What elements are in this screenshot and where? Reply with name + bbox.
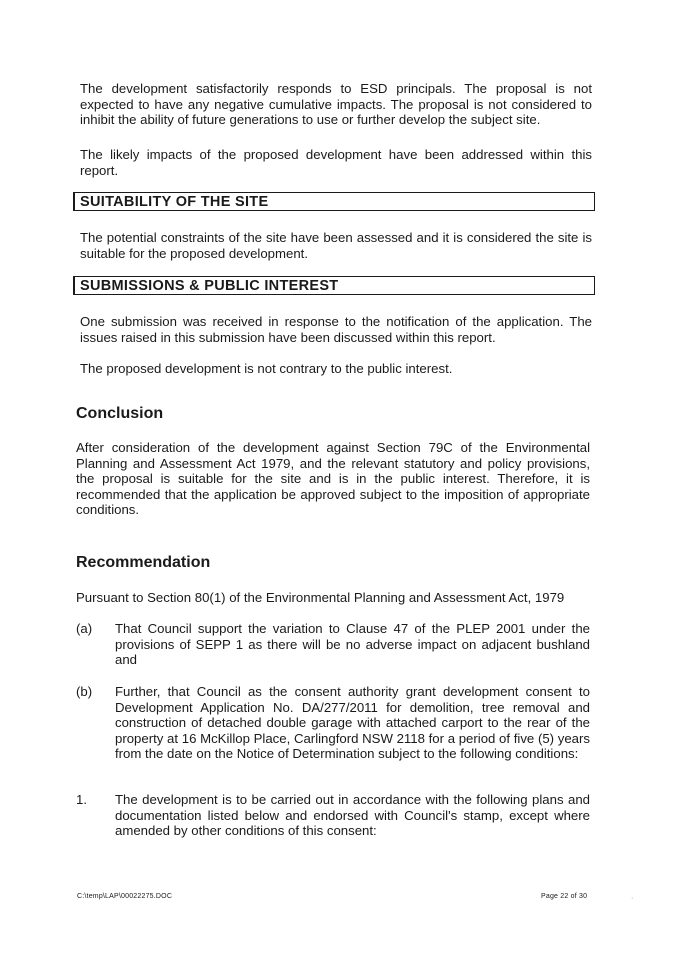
impacts-paragraph: The likely impacts of the proposed development have been addressed within this report. xyxy=(80,147,592,178)
recommendation-heading: Recommendation xyxy=(76,554,211,571)
esd-paragraph: The development satisfactorily responds to ESD principals. The proposal is not expected to have any negative cumulative impacts. The proposal is not considered to inhibit the ability of future generations to use or further develop the subject site. xyxy=(80,81,592,128)
item-b-label: (b) xyxy=(76,684,93,699)
conclusion-heading: Conclusion xyxy=(76,405,164,422)
conclusion-paragraph: After consideration of the development against Section 79C of the Environmental Planning and Assessment Act 1979, and the relevant statutory and policy provisions, the proposal is suitable for the site and is in the public interest. Therefore, it is recommended that the application be approved subject to the imposition of appropriate conditions. xyxy=(76,440,590,518)
item-b-text: Further, that Council as the consent authority grant development consent to Development Application No. DA/277/2011 for demolition, tree removal and construction of detached double garage with attached carport to the rear of the property at 16 McKillop Place, Carlingford NSW 2118 for a period of five (5) years from the date on the Notice of Determination subject to the following conditions: xyxy=(115,684,590,762)
public-interest-paragraph: The proposed development is not contrary to the public interest. xyxy=(80,361,453,376)
section-rule xyxy=(357,276,595,277)
submissions-section-header xyxy=(73,276,595,295)
suitability-paragraph: The potential constraints of the site have been assessed and it is considered the site is suitable for the proposed development. xyxy=(80,230,592,261)
pursuant-paragraph: Pursuant to Section 80(1) of the Environmental Planning and Assessment Act, 1979 xyxy=(76,590,565,605)
section-rule xyxy=(285,192,595,193)
footer-page-number: Page 22 of 30 xyxy=(541,893,588,900)
suitability-section-title: SUITABILITY OF THE SITE xyxy=(80,194,269,210)
scan-mark: · xyxy=(631,895,634,902)
item-a-label: (a) xyxy=(76,621,93,636)
condition-1-text: The development is to be carried out in accordance with the following plans and documentation listed below and endorsed with Council's stamp, except where amended by other conditions of this consent: xyxy=(115,792,590,839)
footer-file-path: C:\temp\LAP\00022275.DOC xyxy=(77,893,173,900)
item-a-text: That Council support the variation to Clause 47 of the PLEP 2001 under the provisions of SEPP 1 as there will be no adverse impact on adjacent bushland and xyxy=(115,621,590,668)
condition-1-label: 1. xyxy=(76,792,87,807)
submission-paragraph: One submission was received in response to the notification of the application. The issues raised in this submission have been discussed within this report. xyxy=(80,314,592,345)
submissions-section-title: SUBMISSIONS & PUBLIC INTEREST xyxy=(80,278,339,294)
suitability-section-header xyxy=(73,192,595,211)
